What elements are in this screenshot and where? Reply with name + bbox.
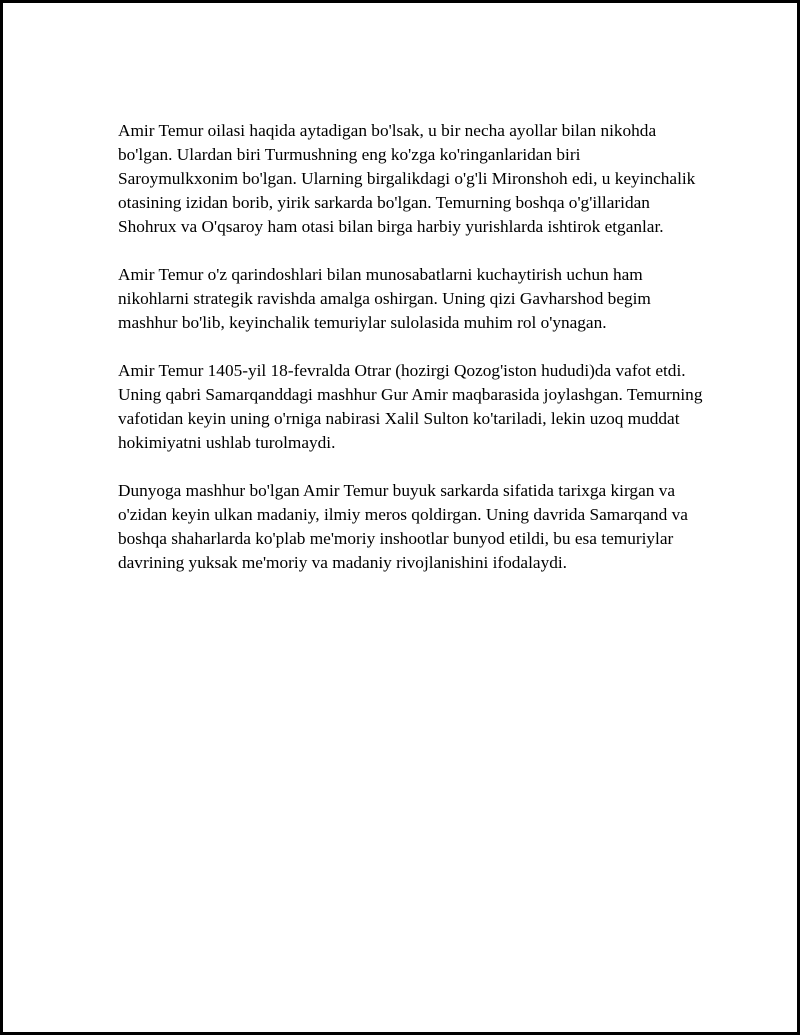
paragraph-family: Amir Temur oilasi haqida aytadigan bo'lsak, u bir necha ayollar bilan nikohda bo'lgan. Ulardan biri Turmushning eng ko'zga ko'ringanlaridan biri Saroymulkxonim bo'lgan. Ularning birgalikdagi o'g'li Mironshoh edi, u keyinchalik otasining izidan borib, yirik sarkarda bo'lgan. Temurning boshqa o'g'illaridan Shohrux va O'qsaroy ham otasi bilan birga harbiy yurishlarda ishtirok etganlar. — [118, 121, 696, 236]
paragraph-relatives: Amir Temur o'z qarindoshlari bilan munosabatlarni kuchaytirish uchun ham nikohlarni strategik ravishda amalga oshirgan. Uning qizi Gavharshod begim mashhur bo'lib, keyinchalik temuriylar sulolasida muhim rol o'ynagan. — [118, 265, 651, 332]
document-body — [118, 119, 703, 599]
paragraph-legacy: Dunyoga mashhur bo'lgan Amir Temur buyuk sarkarda sifatida tarixga kirgan va o'zidan keyin ulkan madaniy, ilmiy meros qoldirgan. Uning davrida Samarqand va boshqa shaharlarda ko'plab me'moriy inshootlar bunyod etildi, bu esa temuriylar davrining yuksak me'moriy va madaniy rivojlanishini ifodalaydi. — [118, 481, 688, 572]
paragraph-death: Amir Temur 1405-yil 18-fevralda Otrar (hozirgi Qozog'iston hududi)da vafot etdi. Uning qabri Samarqanddagi mashhur Gur Amir maqbarasida joylashgan. Temurning vafotidan keyin uning o'rniga nabirasi Xalil Sulton ko'tariladi, lekin uzoq muddat hokimiyatni ushlab turolmaydi. — [118, 361, 703, 452]
